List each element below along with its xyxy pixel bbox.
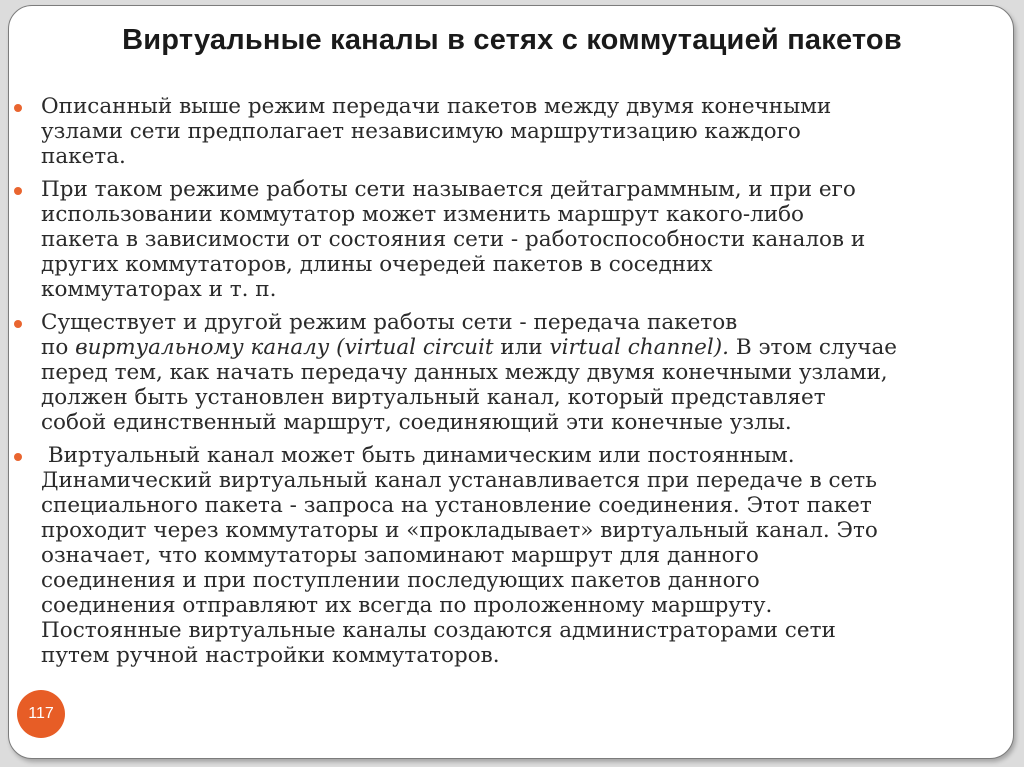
text-line: собой единственный маршрут, соединяющий эти конечные узлы. — [41, 410, 792, 435]
slide-title: Виртуальные каналы в сетях с коммутацией пакетов — [122, 24, 902, 56]
text-line: должен быть установлен виртуальный канал, который представляет — [41, 385, 826, 410]
text-line: означает, что коммутаторы запоминают маршрут для данного — [41, 543, 759, 568]
text-line: узлами сети предполагает независимую маршрутизацию каждого — [41, 119, 801, 144]
text-line: других коммутаторов, длины очередей пакетов в соседних — [41, 252, 713, 277]
text-segment: или — [500, 335, 550, 360]
text-line: Существует и другой режим работы сети - передача пакетов — [41, 310, 738, 335]
text-segment: по — [41, 335, 76, 360]
text-line: соединения и при поступлении последующих пакетов данного — [41, 568, 760, 593]
text-line: пакета. — [41, 144, 126, 169]
text-line: специального пакета - запроса на установление соединения. Этот пакет — [41, 493, 872, 518]
text-line: использовании коммутатор может изменить маршрут какого-либо — [41, 202, 804, 227]
bullet-dot-icon — [14, 320, 22, 328]
text-line: Постоянные виртуальные каналы создаются администраторами сети — [41, 618, 836, 643]
text-line: Описанный выше режим передачи пакетов между двумя конечными — [41, 94, 832, 119]
italic-term: виртуальному каналу (virtual circuit — [75, 335, 501, 360]
text-line-mixed — [41, 335, 1004, 360]
text-segment: В этом случае — [729, 335, 898, 360]
text-line: путем ручной настройки коммутаторов. — [41, 643, 500, 668]
bullet-item-2 — [14, 177, 1004, 302]
italic-term: virtual channel). — [549, 335, 730, 360]
text-line: Виртуальный канал может быть динамическим или постоянным. — [41, 443, 795, 468]
bullet-item-4 — [14, 443, 1004, 668]
text-line: При таком режиме работы сети называется дейтаграммным, и при его — [41, 177, 856, 202]
text-line: коммутаторах и т. п. — [41, 277, 277, 302]
slide-body — [14, 94, 1004, 676]
text-line: соединения отправляют их всегда по проложенному маршруту. — [41, 593, 773, 618]
bullet-item-1 — [14, 94, 1004, 169]
text-line: перед тем, как начать передачу данных между двумя конечными узлами, — [41, 360, 888, 385]
bullet-dot-icon — [14, 453, 22, 461]
bullet-item-3 — [14, 310, 1004, 435]
page-number-badge: 117 — [17, 690, 65, 738]
bullet-dot-icon — [14, 104, 22, 112]
text-line: пакета в зависимости от состояния сети - работоспособности каналов и — [41, 227, 866, 252]
text-line: проходит через коммутаторы и «прокладывает» виртуальный канал. Это — [41, 518, 878, 543]
text-line: Динамический виртуальный канал устанавливается при передаче в сеть — [41, 468, 877, 493]
bullet-dot-icon — [14, 187, 22, 195]
